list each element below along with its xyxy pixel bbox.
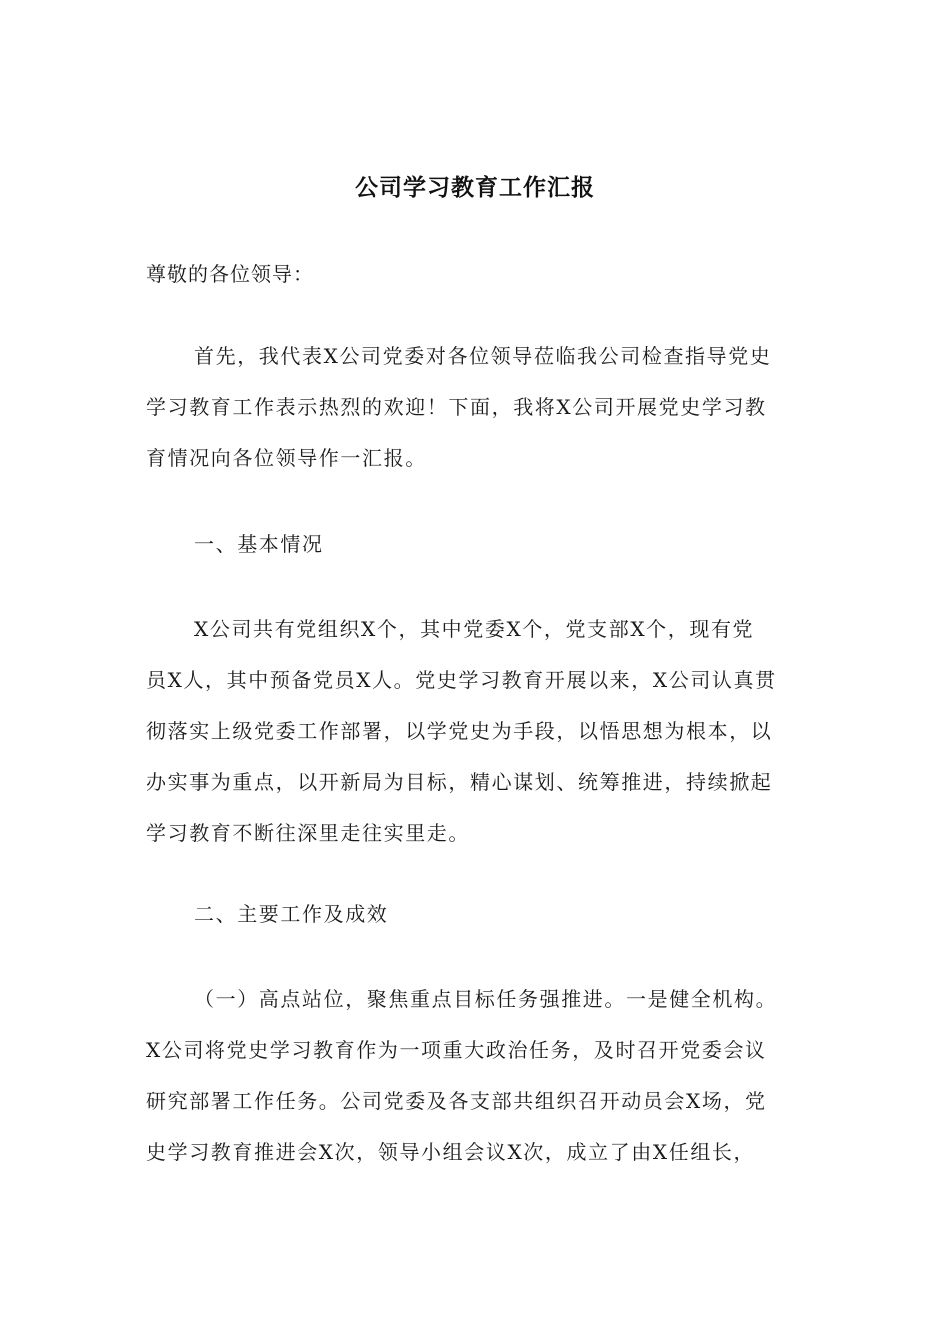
paragraph-line: 首先，我代表X公司党委对各位领导莅临我公司检查指导党史 — [194, 344, 772, 368]
paragraph-line: 员X人，其中预备党员X人。党史学习教育开展以来，X公司认真贯 — [146, 668, 777, 692]
paragraph-line: （一）高点站位，聚焦重点目标任务强推进。一是健全机构。 — [194, 987, 778, 1011]
paragraph-line: 彻落实上级党委工作部署，以学党史为手段，以悟思想为根本，以 — [146, 719, 773, 743]
paragraph-line: 育情况向各位领导作一汇报。 — [146, 446, 427, 470]
paragraph-line: 学习教育工作表示热烈的欢迎！下面，我将X公司开展党史学习教 — [146, 395, 767, 419]
paragraph-line: 史学习教育推进会X次，领导小组会议X次，成立了由X任组长， — [146, 1140, 756, 1164]
document-title: 公司学习教育工作汇报 — [355, 174, 595, 201]
salutation: 尊敬的各位领导： — [146, 262, 314, 286]
paragraph-line: 学习教育不断往深里走往实里走。 — [146, 821, 470, 845]
paragraph-intro — [146, 331, 806, 484]
section-heading-work: 二、主要工作及成效 — [194, 902, 389, 926]
paragraph-basic — [146, 604, 806, 859]
paragraph-work — [146, 974, 806, 1178]
paragraph-line: X公司共有党组织X个，其中党委X个，党支部X个，现有党 — [194, 617, 755, 641]
paragraph-line: X公司将党史学习教育作为一项重大政治任务，及时召开党委会议 — [146, 1038, 767, 1062]
paragraph-line: 办实事为重点，以开新局为目标，精心谋划、统筹推进，持续掀起 — [146, 770, 773, 794]
paragraph-line: 研究部署工作任务。公司党委及各支部共组织召开动员会X场，党 — [146, 1089, 767, 1113]
section-heading-basic: 一、基本情况 — [194, 532, 324, 556]
